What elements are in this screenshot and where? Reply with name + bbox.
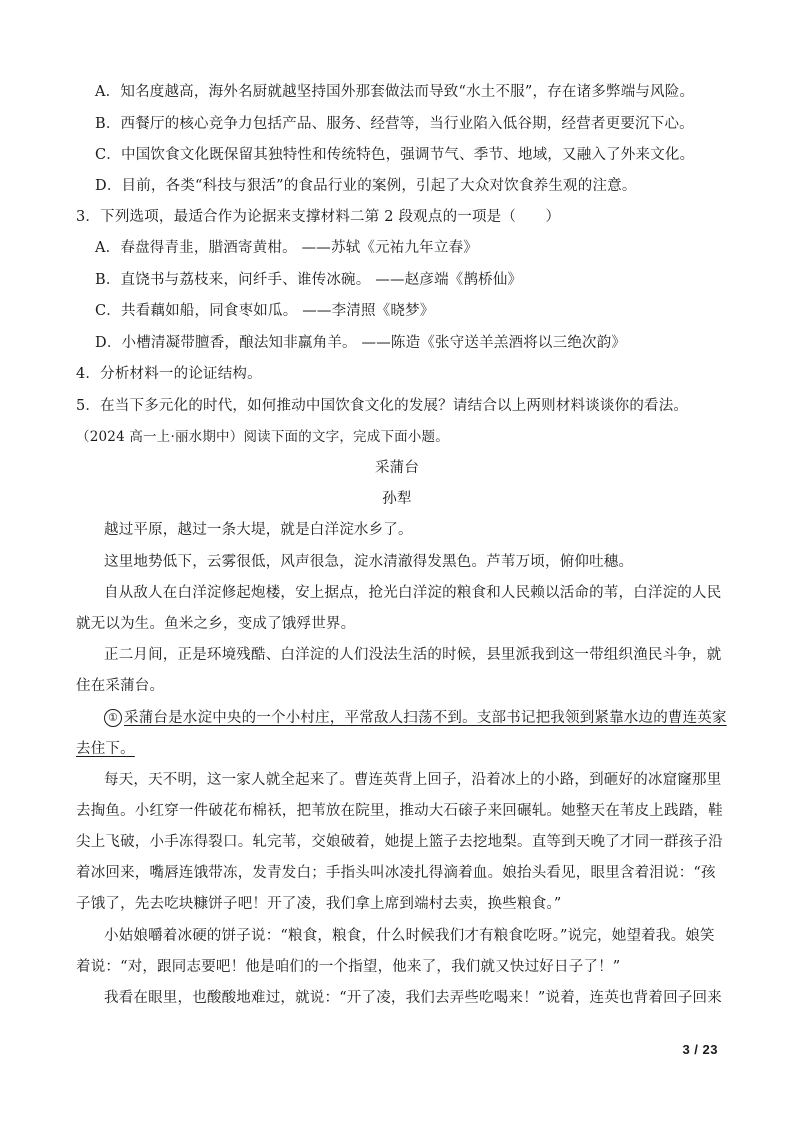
q2-option-a: A．知名度越高，海外名厨就越坚持国外那套做法而导致“水土不服”，存在诸多弊端与风险。 <box>95 84 695 100</box>
story-line: 就无以为生。鱼米之乡，变成了饿殍世界。 <box>76 616 356 632</box>
story-line: 越过平原，越过一条大堤，就是白洋淀水乡了。 <box>104 522 413 538</box>
page-number: 3 / 23 <box>682 1042 718 1057</box>
story-line: 去掏鱼。小红穿一件破花布棉袄，把苇放在院里，推动大石磙子来回碾轧。她整天在苇皮上践踏，鞋 <box>76 803 723 819</box>
underlined-text: 采蒲台是水淀中央的一个小村庄，平常敌人扫荡不到。支部书记把我领到紧靠水边的曹连英家 <box>124 710 727 726</box>
q2-option-d: D．目前，各类“科技与狠活”的食品行业的案例，引起了大众对饮食养生观的注意。 <box>95 178 637 194</box>
underlined-sentence-1 <box>104 708 727 728</box>
story-line: 这里地势低下，云雾很低，风声很急，淀水清澈得发黑色。芦苇万顷，俯仰吐穗。 <box>104 554 634 570</box>
underlined-sentence-2 <box>76 739 135 759</box>
q5-stem: 5．在当下多元化的时代，如何推动中国饮食文化的发展？请结合以上两则材料谈谈你的看法。 <box>76 398 689 414</box>
q3-stem: 3．下列选项，最适合作为论据来支撑材料二第 2 段观点的一项是（ ） <box>76 209 561 225</box>
story-line: 着冰回来，嘴唇连饿带冻，发青发白；手指头叫冰凌扎得滴着血。娘抬头看见，眼里含着泪说：“孩 <box>76 865 716 881</box>
q3-option-b: B．直饶书与荔枝来，问纤手、谁传冰碗。 ——赵彦端《鹊桥仙》 <box>95 272 523 288</box>
story-line: 每天，天不明，这一家人就全起来了。曹连英背上回子，沿着冰上的小路，到砸好的冰窟窿那里 <box>104 772 722 788</box>
q3-option-d: D．小槽清凝带膻香，酿法知非羸角羊。 ——陈造《张守送羊羔酒将以三绝次韵》 <box>95 335 627 351</box>
q3-option-c: C．共看藕如船，同食枣如瓜。 ——李清照《晓梦》 <box>95 303 435 319</box>
story-line: 住在采蒲台。 <box>76 678 165 694</box>
story-line: 着说：“对，跟同志要吧！他是咱们的一个指望，他来了，我们就又快过好日子了！” <box>76 959 621 975</box>
q3-option-a: A．春盘得青韭，腊酒寄黄柑。 ——苏轼《元祐九年立春》 <box>95 240 478 256</box>
circled-number-marker: ① <box>104 709 122 727</box>
story-line: 小姑娘嚼着冰硬的饼子说：“粮食，粮食，什么时候我们才有粮食吃呀。”说完，她望着我。娘笑 <box>104 928 715 944</box>
q2-option-c: C．中国饮食文化既保留其独特性和传统特色，强调节气、季节、地域，又融入了外来文化。 <box>95 147 695 163</box>
story-line: 尖上飞破，小手冻得裂口。轧完苇，交娘破着，她提上篮子去挖地梨。直等到天晚了才同一群孩子沿 <box>76 834 723 850</box>
q4-stem: 4．分析材料一的论证结构。 <box>76 366 262 382</box>
story-line: 正二月间，正是环境残酷、白洋淀的人们没法生活的时候，县里派我到这一带组织渔民斗争，就 <box>104 647 722 663</box>
story-title: 采蒲台 <box>374 460 420 476</box>
story-author: 孙犁 <box>382 491 412 507</box>
story-line: 子饿了，先去吃块糠饼子吧！开了凌，我们拿上席到端村去卖，换些粮食。” <box>76 896 562 912</box>
underlined-text: 去住下。 <box>76 741 135 757</box>
q2-option-b: B．西餐厅的核心竞争力包括产品、服务、经营等，当行业陷入低谷期，经营者更要沉下心。 <box>95 116 694 132</box>
source-line: （2024 高一上·丽水期中）阅读下面的文字，完成下面小题。 <box>76 429 449 445</box>
story-line: 我看在眼里，也酸酸地难过，就说：“开了凌，我们去弄些吃喝来！”说着，连英也背着回子回来 <box>104 990 722 1006</box>
story-line: 自从敌人在白洋淀修起炮楼，安上据点，抢光白洋淀的粮食和人民赖以活命的苇，白洋淀的人民 <box>104 585 722 601</box>
